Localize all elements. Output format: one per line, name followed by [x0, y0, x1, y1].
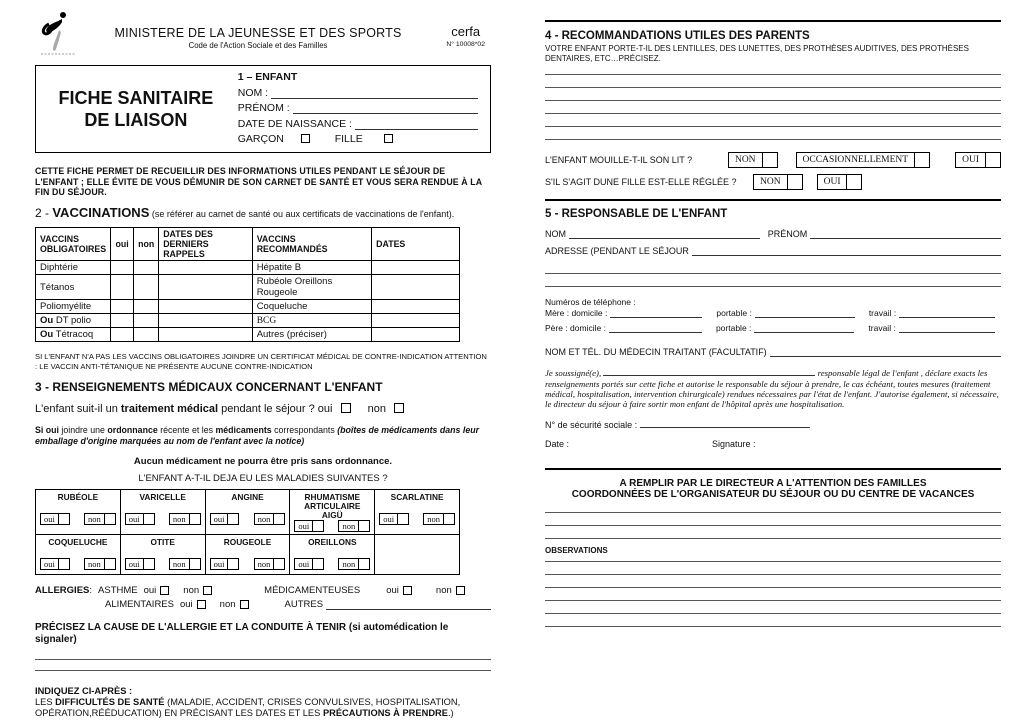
treatment-q-bold: traitement médical — [120, 403, 219, 416]
resp-nom-label: NOM — [545, 229, 566, 240]
oui-box[interactable]: oui — [294, 558, 324, 570]
mere-travail-fill[interactable] — [899, 307, 995, 318]
medicamenteuses-oui-checkbox[interactable] — [403, 586, 412, 595]
maladie-cell — [120, 489, 205, 535]
rappel-cell[interactable] — [159, 261, 252, 275]
fill-line[interactable] — [545, 574, 1001, 575]
vaccine-name: Ou Tétracoq — [36, 328, 111, 342]
non-box[interactable]: non — [254, 513, 286, 525]
fill-line[interactable] — [545, 100, 1001, 101]
fill-line[interactable] — [545, 587, 1001, 588]
resp-nom-fill[interactable] — [569, 228, 760, 239]
non-cell[interactable] — [134, 314, 159, 328]
portable-label: portable : — [715, 323, 752, 334]
adresse-label: ADRESSE (PENDANT LE SÉJOUR — [545, 246, 689, 257]
fille-label: FILLE — [334, 133, 363, 145]
non-box[interactable]: non — [423, 513, 455, 525]
col-oui: oui — [111, 228, 134, 261]
maladies-question: L'ENFANT A-T-IL DEJA EU LES MALADIES SUIVANTES ? — [138, 472, 388, 484]
mere-label: Mère : domicile : — [545, 308, 608, 319]
director-heading: A REMPLIR PAR LE DIRECTEUR A L'ATTENTION DES FAMILLES COORDONNÉES DE L'ORGANISATEUR DU SÉJOUR OU DU CENTRE DE VACANCES — [571, 477, 975, 501]
alimentaires-oui-checkbox[interactable] — [197, 600, 206, 609]
declaration-name-fill[interactable] — [603, 367, 815, 376]
resp-prenom-label: PRÉNOM — [767, 229, 808, 240]
vaccine-name: Tétanos — [36, 275, 111, 300]
maladie-name: VARICELLE — [139, 491, 186, 502]
puberty-label: S'IL S'AGIT DUNE FILLE EST-ELLE RÉGLÉE ? — [545, 177, 737, 188]
maladie-name: ROUGEOLE — [223, 537, 272, 548]
fill-line[interactable] — [545, 512, 1001, 513]
section3-heading: 3 - RENSEIGNEMENTS MÉDICAUX CONCERNANT L'ENFANT — [35, 380, 383, 395]
date-cell[interactable] — [372, 314, 460, 328]
oui-label: oui — [317, 403, 333, 416]
treatment-q-post: pendant le séjour ? — [221, 403, 315, 416]
fill-line[interactable] — [545, 600, 1001, 601]
date-cell[interactable] — [372, 328, 460, 342]
ddn-fill-line[interactable] — [355, 119, 478, 130]
bedwetting-label: L'ENFANT MOUILLE-T-IL SON LIT ? — [545, 155, 693, 166]
maladies-table — [35, 489, 460, 576]
section2-heading — [35, 205, 491, 220]
treatment-non-checkbox[interactable] — [394, 403, 404, 413]
left-column — [35, 12, 491, 724]
non-cell[interactable] — [134, 328, 159, 342]
table-row — [36, 261, 460, 275]
oui-cell[interactable] — [111, 314, 134, 328]
fill-line[interactable] — [545, 273, 1001, 274]
medicamenteuses-non-checkbox[interactable] — [456, 586, 465, 595]
rappel-cell[interactable] — [159, 300, 252, 314]
treatment-oui-checkbox[interactable] — [341, 403, 351, 413]
col-vaccins-obligatoires: VACCINS OBLIGATOIRES — [36, 228, 111, 261]
section1-heading: 1 – ENFANT — [237, 71, 298, 83]
fill-line[interactable] — [545, 113, 1001, 114]
no-medication-note: Aucun médicament ne pourra être pris sans ordonnance. — [133, 455, 393, 467]
maladie-name — [378, 538, 456, 556]
maladie-cell-empty — [375, 535, 460, 575]
puberty-question — [545, 174, 1001, 190]
oui-cell[interactable] — [111, 261, 134, 275]
portable-label: portable : — [716, 308, 752, 319]
date-label: Date : — [545, 438, 570, 449]
vaccination-footnote: SI L'ENFANT N'A PAS LES VACCINS OBLIGATOIRES JOINDRE UN CERTIFICAT MÉDICAL DE CONTRE-INDICATION ATTENTION : LE VACCIN ANTI-TÉTANIQUE NE PRÉSENTE AUCUNE CONTRE-INDICATION — [35, 352, 487, 371]
allergy-cause-heading: PRÉCISEZ LA CAUSE DE L'ALLERGIE ET LA CONDUITE À TENIR (si automédication le signaler) — [35, 622, 449, 646]
form-title — [36, 66, 236, 152]
table-row — [36, 300, 460, 314]
secu-label: N° de sécurité sociale : — [545, 419, 638, 430]
declaration-paragraph — [545, 367, 1001, 410]
vaccine-name: Ou DT polio — [36, 314, 111, 328]
cerfa-label: cerfa — [451, 24, 481, 39]
difficultes-block: INDIQUEZ CI-APRÈS : LES DIFFICULTÉS DE SANTÉ (MALADIE, ACCIDENT, CRISES CONVULSIVES, HOSPITALISATION, OPÉRATION,RÉÉDUCATION) EN PRÉCISANT LES DATES ET LES PRÉCAUTIONS À PRENDRE.) — [35, 686, 461, 719]
col-non: non — [134, 228, 159, 261]
maladie-name: ANGINE — [231, 491, 264, 502]
autres-fill-line[interactable] — [326, 599, 491, 610]
fille-checkbox[interactable] — [384, 134, 393, 143]
oui-box[interactable]: oui — [210, 558, 240, 570]
oui-box[interactable]: oui — [210, 513, 240, 525]
maladie-cell — [375, 489, 460, 535]
maladie-cell — [205, 489, 290, 535]
secu-row — [545, 419, 1001, 430]
vaccine-name: Diphtérie — [36, 261, 111, 275]
declaration-intro: Je soussigné(e), — [545, 368, 602, 379]
allergies-block: ALLERGIES : ASTHME oui non MÉDICAMENTEUSES oui non ALIMENTAIRES oui non AUTRES — [35, 584, 491, 611]
alimentaires-label: ALIMENTAIRES — [105, 599, 174, 611]
pere-domicile-fill[interactable] — [609, 322, 702, 333]
date-cell[interactable] — [372, 275, 460, 300]
allergies-label: ALLERGIES — [35, 585, 90, 597]
ministry-subtitle: Code de l'Action Sociale et des Familles — [188, 41, 328, 50]
mere-portable-fill[interactable] — [755, 307, 855, 318]
maladie-name: COQUELUCHE — [48, 537, 108, 548]
adresse-row — [545, 245, 1001, 256]
medecin-row — [545, 346, 1001, 357]
secu-fill[interactable] — [640, 419, 810, 428]
prenom-fill-line[interactable] — [293, 103, 478, 114]
medicamenteuses-label: MÉDICAMENTEUSES — [264, 585, 361, 597]
col-rappels: DATES DES DERNIERS RAPPELS — [159, 228, 252, 261]
fill-line[interactable] — [545, 538, 1001, 539]
declaration-body: responsable légal de l'enfant , déclare exacts les renseignements portés sur cette fiche et autorise le responsable du séjour à prendre, le cas échéant, toutes mesures (traitement médical, hospitalisation, intervention chirurgicale) rendues nécessaires par l'état de l'enfant. J'autorise également, si nécessaire, le directeur du séjour à faire sortir mon enfant de l'hôpital après une hospitalisation. — [545, 368, 999, 410]
non-box[interactable]: non — [254, 558, 286, 570]
maladie-cell — [36, 535, 121, 575]
section4-heading: 4 - RECOMMANDATIONS UTILES DES PARENTS — [545, 30, 810, 42]
recommande-name: Autres (préciser) — [252, 328, 371, 342]
maladie-cell — [290, 535, 375, 575]
maladie-cell — [120, 535, 205, 575]
maladie-name: RHUMATISME ARTICULAIRE AIGÜ — [304, 491, 361, 521]
travail-label: travail : — [868, 308, 897, 319]
intro-paragraph: CETTE FICHE PERMET DE RECUEILLIR DES INFORMATIONS UTILES PENDANT LE SÉJOUR DE L'ENFANT ; ELLE ÉVITE DE VOUS DÉMUNIR DE SON CARNET DE SANTÉ ET VOUS SERA RENDUE À LA FIN DU SÉJOUR. — [35, 166, 482, 198]
alimentaires-non-checkbox[interactable] — [240, 600, 249, 609]
section2-note: (se référer au carnet de santé ou aux certificats de vaccinations de l'enfant). — [151, 209, 455, 220]
garcon-label: GARÇON — [237, 133, 284, 145]
col-dates: DATES — [372, 228, 460, 261]
asthme-oui-checkbox[interactable] — [160, 586, 169, 595]
non-box[interactable]: non — [169, 513, 201, 525]
non-box[interactable]: non — [84, 513, 116, 525]
vaccination-table — [35, 227, 460, 342]
table-row — [36, 275, 460, 300]
pere-travail-fill[interactable] — [899, 322, 995, 333]
rappel-cell[interactable] — [159, 328, 252, 342]
non-cell[interactable] — [134, 275, 159, 300]
form-title-line1: FICHE SANITAIRE — [58, 87, 214, 108]
non-label: non — [367, 403, 386, 416]
fill-line[interactable] — [545, 126, 1001, 127]
fill-line[interactable] — [35, 670, 491, 671]
indiquez-heading: INDIQUEZ CI-APRÈS : — [35, 686, 133, 697]
rappel-cell[interactable] — [159, 314, 252, 328]
oui-box[interactable]: oui — [125, 558, 155, 570]
bedwetting-occasionnellement-box[interactable]: OCCASIONNELLEMENT — [796, 152, 931, 168]
fill-line[interactable] — [545, 613, 1001, 614]
adresse-fill[interactable] — [692, 245, 1001, 256]
oui-cell[interactable] — [111, 328, 134, 342]
ddn-label: DATE DE NAISSANCE : — [237, 117, 352, 130]
fill-line[interactable] — [35, 659, 491, 660]
top-divider — [545, 20, 1001, 22]
travail-label: travail : — [868, 323, 896, 334]
treatment-question — [35, 403, 491, 415]
section4-subtext: VOTRE ENFANT PORTE-T-IL DES LENTILLES, DES LUNETTES, DES PROTHÈSES AUDITIVES, DES PROTHÈSES DENTAIRES, ETC…PRÉCISEZ. — [545, 44, 969, 63]
oui-box[interactable]: oui — [40, 513, 70, 525]
recommande-name: Rubéole Oreillons Rougeole — [252, 275, 371, 300]
oui-box[interactable]: oui — [294, 520, 324, 532]
ministry-title: MINISTERE DE LA JEUNESSE ET DES SPORTS — [114, 26, 402, 40]
bedwetting-question — [545, 152, 1001, 168]
fill-line[interactable] — [545, 87, 1001, 88]
maladie-name: RUBÉOLE — [57, 491, 99, 502]
section2-number: 2 - — [35, 206, 53, 221]
signature-label: Signature : — [712, 438, 756, 449]
director-divider — [545, 468, 1001, 470]
non-box[interactable]: non — [338, 520, 370, 532]
garcon-checkbox[interactable] — [301, 134, 310, 143]
maladie-name: OTITE — [150, 537, 175, 548]
form-title-line2: DE LIAISON — [84, 110, 188, 130]
resp-prenom-fill[interactable] — [810, 228, 1001, 239]
table-row — [36, 328, 460, 342]
non-box[interactable]: non — [169, 558, 201, 570]
observations-label: OBSERVATIONS — [545, 546, 608, 556]
nom-label: NOM : — [237, 86, 269, 99]
medecin-fill[interactable] — [770, 346, 1001, 357]
date-cell[interactable] — [372, 261, 460, 275]
recommande-name: Hépatite B — [252, 261, 371, 275]
asthme-label: ASTHME — [98, 585, 138, 597]
maladie-name: OREILLONS — [308, 537, 357, 548]
fill-line[interactable] — [545, 525, 1001, 526]
responsable-nom-row — [545, 228, 1001, 239]
fill-line[interactable] — [545, 139, 1001, 140]
date-signature-row — [545, 439, 1001, 449]
autres-label: AUTRES — [284, 599, 324, 611]
recommande-name: Coqueluche — [252, 300, 371, 314]
right-column — [545, 20, 1001, 627]
oui-box[interactable]: oui — [40, 558, 70, 570]
puberty-non-box[interactable]: NON — [753, 174, 803, 190]
pere-row — [545, 322, 1001, 333]
maladie-cell — [205, 535, 290, 575]
medecin-label: NOM ET TÉL. DU MÉDECIN TRAITANT (FACULTATIF) — [545, 347, 767, 358]
asthme-non-checkbox[interactable] — [203, 586, 212, 595]
vaccine-name: Poliomyélite — [36, 300, 111, 314]
non-cell[interactable] — [134, 261, 159, 275]
fill-line[interactable] — [545, 74, 1001, 75]
telephone-label: Numéros de téléphone : — [545, 297, 636, 308]
fill-line[interactable] — [545, 626, 1001, 627]
recommande-name: BCG — [252, 314, 371, 328]
table-row — [36, 314, 460, 328]
ministry-logo-icon — [37, 10, 79, 63]
maladie-cell — [36, 489, 121, 535]
maladie-cell — [290, 489, 375, 535]
bedwetting-non-box[interactable]: NON — [728, 152, 778, 168]
treatment-q-pre: L'enfant suit-il un — [35, 403, 118, 416]
mere-row — [545, 307, 1001, 318]
oui-box[interactable]: oui — [379, 513, 409, 525]
maladie-name: SCARLATINE — [390, 491, 444, 502]
cerfa-number: N° 10008*02 — [446, 41, 485, 48]
bedwetting-oui-box[interactable]: OUI — [955, 152, 1001, 168]
fill-line[interactable] — [545, 561, 1001, 562]
ordonnance-note: Si oui joindre une ordonnance récente et les médicaments correspondants (boîtes de médicaments dans leur emballage d'origine marquées au nom de l'enfant avec la notice) — [35, 425, 480, 446]
col-recommandes: VACCINS RECOMMANDÉS — [252, 228, 371, 261]
pere-portable-fill[interactable] — [754, 322, 854, 333]
oui-box[interactable]: oui — [125, 513, 155, 525]
section5-divider — [545, 199, 1001, 201]
prenom-label: PRÉNOM : — [237, 102, 290, 114]
non-cell[interactable] — [134, 300, 159, 314]
mere-domicile-fill[interactable] — [610, 307, 702, 318]
oui-cell[interactable] — [111, 300, 134, 314]
section2-title: VACCINATIONS — [52, 205, 150, 221]
fill-line[interactable] — [545, 286, 1001, 287]
non-box[interactable]: non — [84, 558, 116, 570]
nom-fill-line[interactable] — [271, 88, 478, 99]
oui-cell[interactable] — [111, 275, 134, 300]
section5-heading: 5 - RESPONSABLE DE L'ENFANT — [545, 208, 728, 221]
form-header — [35, 12, 491, 62]
pere-label: Père : domicile : — [545, 323, 606, 334]
date-cell[interactable] — [372, 300, 460, 314]
non-box[interactable]: non — [338, 558, 370, 570]
puberty-oui-box[interactable]: OUI — [817, 174, 863, 190]
rappel-cell[interactable] — [159, 275, 252, 300]
child-identity-box — [35, 65, 491, 153]
